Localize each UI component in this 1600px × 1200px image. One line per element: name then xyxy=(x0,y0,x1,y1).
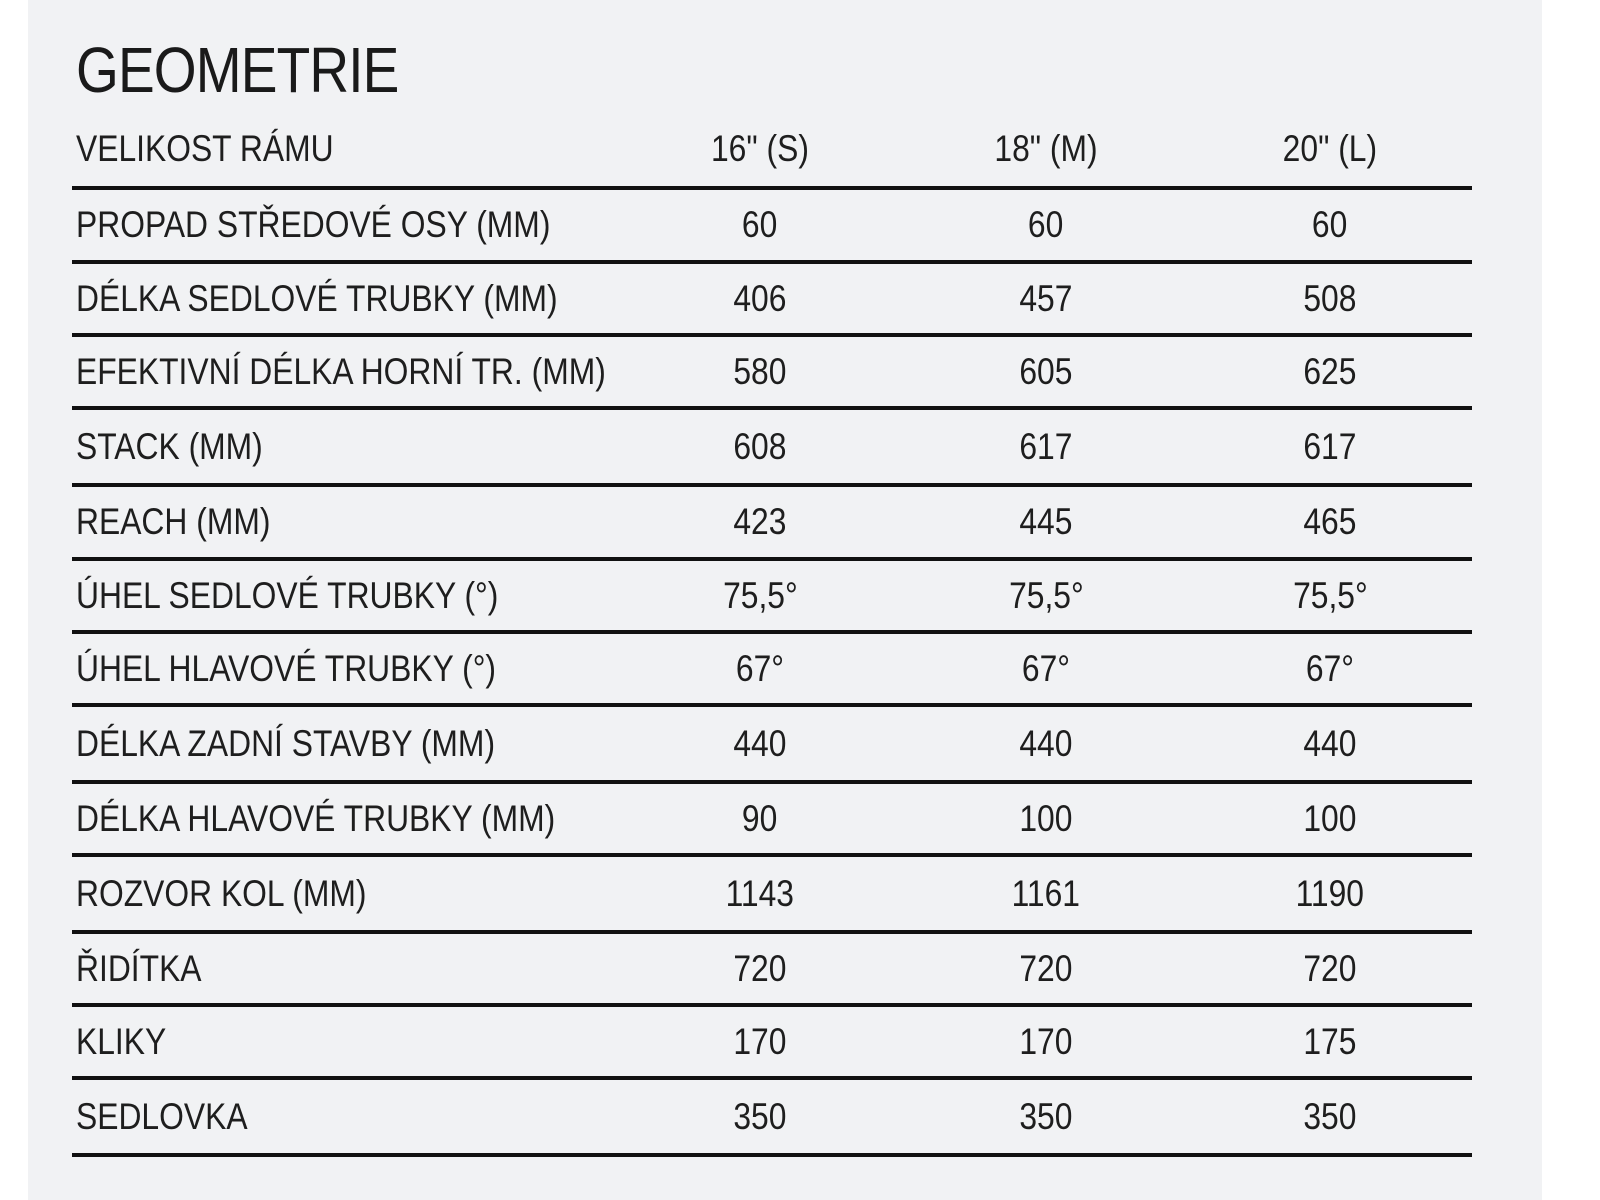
row-label: PROPAD STŘEDOVÉ OSY (MM) xyxy=(76,204,551,245)
row-value-m: 100 xyxy=(1019,797,1073,839)
row-value-l: 440 xyxy=(1303,722,1357,764)
row-label: REACH (MM) xyxy=(76,501,271,542)
row-value-s: 60 xyxy=(742,204,778,245)
row-value-s: 440 xyxy=(733,722,787,764)
row-value-s: 350 xyxy=(733,1095,787,1137)
size-l-header: 20" (L) xyxy=(1282,128,1378,169)
row-value-s: 170 xyxy=(733,1020,787,1062)
table-row xyxy=(72,264,1472,337)
row-value-l: 75,5° xyxy=(1292,574,1368,616)
row-value-s: 75,5° xyxy=(722,574,798,616)
row-value-s: 406 xyxy=(733,277,787,319)
row-value-m: 75,5° xyxy=(1008,574,1084,616)
row-value-l: 60 xyxy=(1312,204,1348,245)
row-value-l: 67° xyxy=(1305,647,1355,689)
row-label: ÚHEL SEDLOVÉ TRUBKY (°) xyxy=(76,574,499,616)
row-value-l: 1190 xyxy=(1295,872,1365,914)
row-value-l: 720 xyxy=(1303,947,1357,989)
table-row xyxy=(72,934,1472,1007)
row-value-s: 580 xyxy=(733,350,787,392)
row-label: DÉLKA HLAVOVÉ TRUBKY (MM) xyxy=(76,797,556,839)
table-row xyxy=(72,1080,1472,1157)
row-value-l: 625 xyxy=(1303,350,1357,392)
row-value-s: 67° xyxy=(735,647,785,689)
row-label: ÚHEL HLAVOVÉ TRUBKY (°) xyxy=(76,647,497,689)
table-row xyxy=(72,487,1472,561)
geometry-panel xyxy=(28,0,1542,1200)
row-value-s: 608 xyxy=(733,425,787,467)
row-value-m: 720 xyxy=(1019,947,1073,989)
row-value-l: 617 xyxy=(1303,425,1357,467)
row-value-m: 445 xyxy=(1019,501,1073,542)
size-s-header: 16" (S) xyxy=(711,128,809,169)
row-value-m: 457 xyxy=(1019,277,1073,319)
row-value-m: 440 xyxy=(1019,722,1073,764)
row-value-s: 1143 xyxy=(725,872,795,914)
row-value-s: 423 xyxy=(733,501,787,542)
table-header-row xyxy=(72,112,1472,190)
row-label: ŘIDÍTKA xyxy=(76,947,202,989)
row-value-s: 720 xyxy=(733,947,787,989)
row-value-s: 90 xyxy=(742,797,778,839)
table-row xyxy=(72,1007,1472,1080)
row-value-l: 465 xyxy=(1303,501,1357,542)
row-value-m: 617 xyxy=(1019,425,1073,467)
row-value-m: 60 xyxy=(1028,204,1064,245)
row-value-m: 350 xyxy=(1019,1095,1073,1137)
size-m-header: 18" (M) xyxy=(994,128,1098,169)
frame-size-label: VELIKOST RÁMU xyxy=(76,128,334,169)
row-label: DÉLKA SEDLOVÉ TRUBKY (MM) xyxy=(76,277,558,319)
row-value-m: 67° xyxy=(1021,647,1071,689)
table-row xyxy=(72,784,1472,857)
table-row xyxy=(72,707,1472,784)
geometry-table xyxy=(72,112,1472,1157)
row-value-m: 170 xyxy=(1019,1020,1073,1062)
table-row xyxy=(72,337,1472,410)
table-row xyxy=(72,190,1472,264)
table-row xyxy=(72,561,1472,634)
row-label: STACK (MM) xyxy=(76,425,263,467)
row-label: DÉLKA ZADNÍ STAVBY (MM) xyxy=(76,722,496,764)
table-row xyxy=(72,634,1472,707)
row-label: ROZVOR KOL (MM) xyxy=(76,872,367,914)
table-row xyxy=(72,857,1472,934)
table-row xyxy=(72,410,1472,487)
row-value-m: 1161 xyxy=(1011,872,1081,914)
row-value-m: 605 xyxy=(1019,350,1073,392)
page-title: GEOMETRIE xyxy=(76,34,399,106)
row-label: EFEKTIVNÍ DÉLKA HORNÍ TR. (MM) xyxy=(76,350,606,392)
row-value-l: 175 xyxy=(1303,1020,1357,1062)
row-label: KLIKY xyxy=(76,1020,167,1062)
row-label: SEDLOVKA xyxy=(76,1095,248,1137)
row-value-l: 508 xyxy=(1303,277,1357,319)
row-value-l: 100 xyxy=(1303,797,1357,839)
row-value-l: 350 xyxy=(1303,1095,1357,1137)
